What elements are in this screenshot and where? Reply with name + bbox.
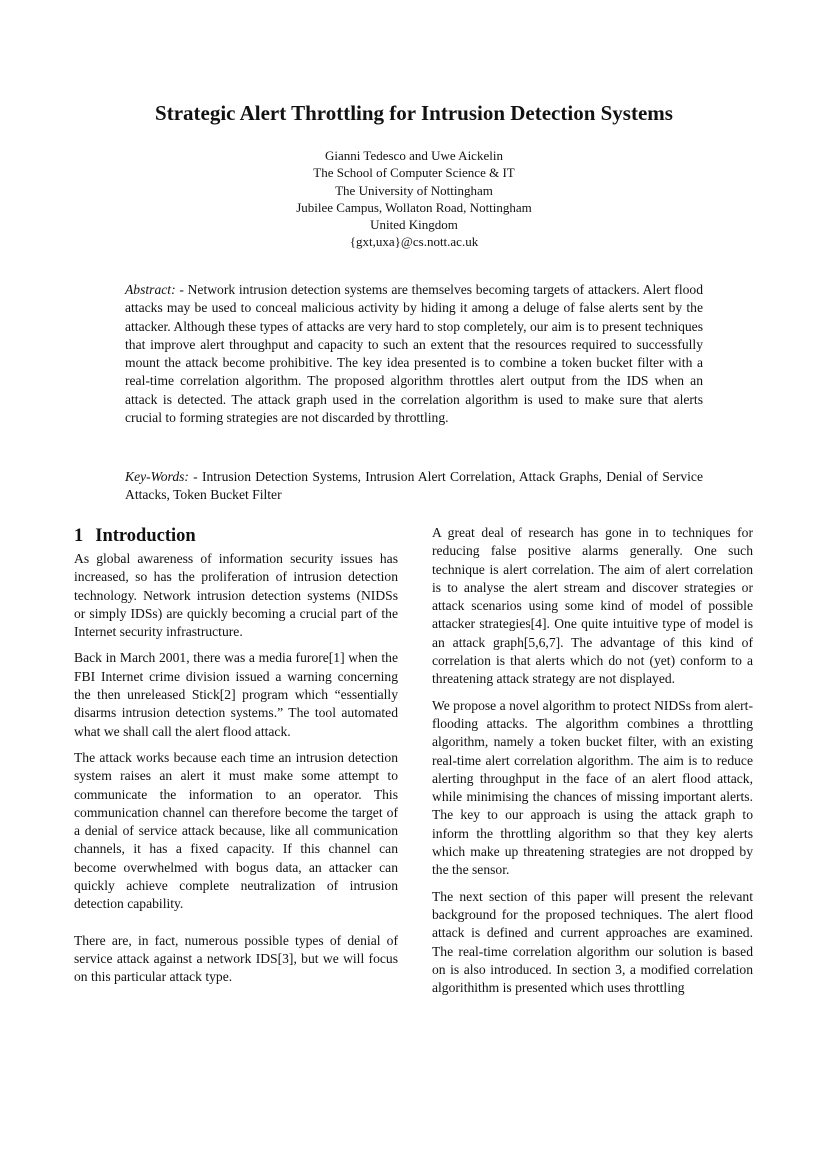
right-column <box>432 524 753 1005</box>
paragraph: The next section of this paper will present the relevant background for the proposed techniques. The alert flood attack is defined and current approaches are examined. The real-time correlation algorithm our solution is based on is also introduced. In section 3, a modified correlation algorithithm is presented which uses throttling <box>432 888 753 996</box>
abstract <box>125 281 703 427</box>
author-school: The School of Computer Science & IT <box>313 165 515 181</box>
section-heading <box>74 525 398 547</box>
keywords <box>125 468 703 505</box>
author-block <box>0 147 828 251</box>
author-country: United Kingdom <box>370 217 458 233</box>
section-title: Introduction <box>95 526 196 546</box>
author-email: {gxt,uxa}@cs.nott.ac.uk <box>349 234 479 250</box>
paper-title: Strategic Alert Throttling for Intrusion Detection Systems <box>155 101 673 125</box>
section-number: 1 <box>74 526 84 546</box>
keywords-text: - Intrusion Detection Systems, Intrusion Alert Correlation, Attack Graphs, Denial of Service Attacks, Token Bucket Filter <box>125 469 703 503</box>
abstract-label: Abstract: <box>125 282 176 297</box>
paragraph: We propose a novel algorithm to protect NIDSs from alert-flooding attacks. The algorithm combines a throttling algorithm, namely a token bucket filter, with an existing real-time alert correlation algorithm. The aim is to reduce alerting throughput in the face of an alert flood attack, while minimising the chances of missing important alerts. The key to our approach is using the attack graph to inform the throttling algorithm so that they key alerts which make up threatening strategies are not dropped by the the sensor. <box>432 697 753 878</box>
paragraph: As global awareness of information security issues has increased, so has the proliferation of intrusion detection technology. Network intrusion detection systems (NIDSs or simply IDSs) are quickly becoming a crucial part of the Internet security infrastructure. <box>74 551 398 640</box>
paragraph: Back in March 2001, there was a media furore[1] when the FBI Internet crime division issued a warning concerning the then unreleased Stick[2] program which “essentially disarms intrusion detection systems.” The tool automated what we shall call the alert flood attack. <box>74 650 398 739</box>
author-university: The University of Nottingham <box>335 182 493 198</box>
paragraph: There are, in fact, numerous possible types of denial of service attack against a network IDS[3], but we will focus on this particular attack type. <box>74 932 398 985</box>
paragraph: The attack works because each time an intrusion detection system raises an alert it must make some attempt to communicate the information to an operator. This communication channel can therefore become the target of a denial of service attack because, like all communication channels, it has a fixed capacity. If this channel can become overwhelmed with bogus data, an attacker can quickly achieve complete neutralization of intrusion detection capability. <box>74 749 398 912</box>
abstract-text: - Network intrusion detection systems are themselves becoming targets of attackers. Alert flood attacks may be used to conceal malicious activity by hiding it among a deluge of false alerts sent by the attacker. Although these types of attacks are very hard to stop completely, our aim is to present techniques that improve alert throughput and capacity to such an extent that the resources required to successfully mount the attack become prohibitive. The key idea presented is to combine a token bucket filter with a real-time correlation algorithm. The proposed algorithm throttles alert output from the IDS when an attack is detected. The attack graph used in the correlation algorithm is used to make sure that alerts crucial to forming strategies are not discarded by throttling. <box>125 282 703 426</box>
keywords-label: Key-Words: <box>125 469 189 484</box>
author-address: Jubilee Campus, Wollaton Road, Nottingham <box>296 199 532 215</box>
paragraph: A great deal of research has gone in to techniques for reducing false positive alarms generally. One such technique is alert correlation. The aim of alert correlation is to analyse the alert stream and discover strategies or attack scenarios using some kind of model of possible attacker strategies[4]. One quite intuitive type of model is an attack graph[5,6,7]. The advantage of this kind of correlation is that alerts which do not (yet) conform to a threatening attack strategy are not displayed. <box>432 525 753 687</box>
author-names: Gianni Tedesco and Uwe Aickelin <box>325 148 503 163</box>
left-column <box>74 525 398 995</box>
